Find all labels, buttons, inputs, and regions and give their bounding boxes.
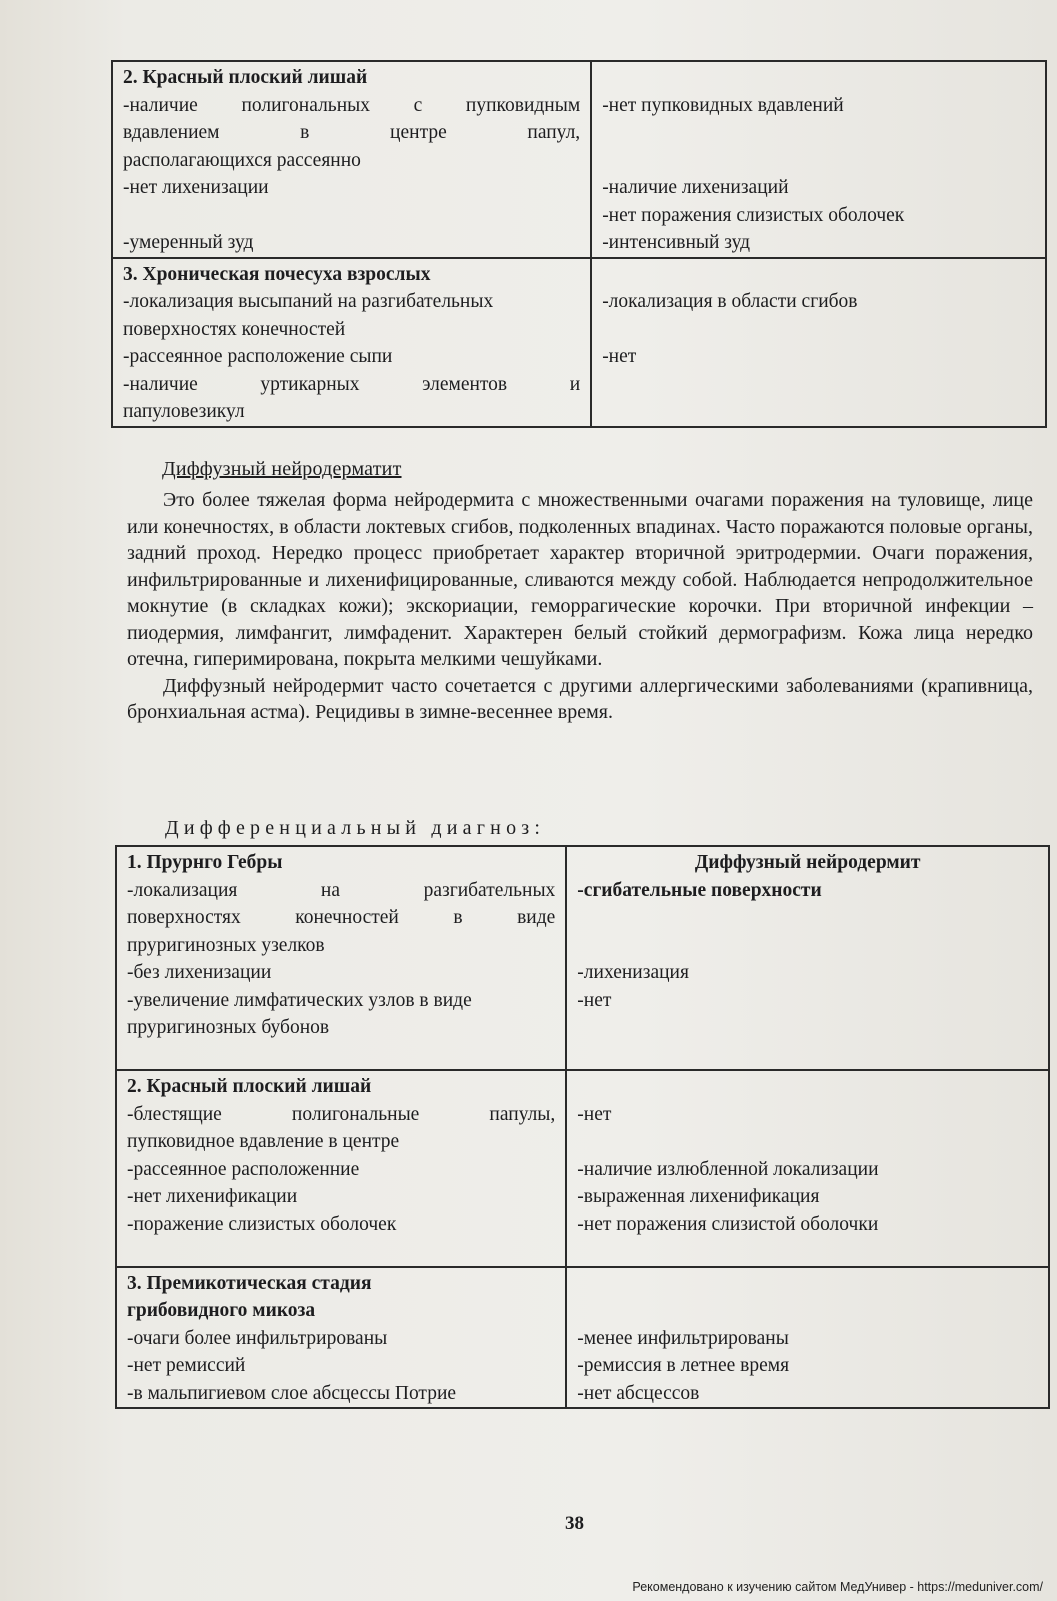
cell-line: -нет: [602, 346, 637, 367]
cell-line: -сгибательные поверхности: [577, 879, 822, 901]
cell-line: 1. Прурнго Гебры: [127, 852, 283, 873]
cell-line: -локализация высыпаний на разгибательных: [123, 291, 494, 312]
comparison-table-2: [115, 845, 1050, 1409]
cell-line: -нет лихенизации: [123, 177, 269, 198]
table-cell-left: [116, 1267, 566, 1409]
cell-line: -нет: [577, 989, 612, 1011]
cell-line: [577, 1073, 1038, 1101]
cell-line: [602, 119, 1035, 147]
cell-line: -рассеянное расположенние: [127, 1158, 360, 1180]
cell-line: -нет поражения слизистых оболочек: [602, 204, 905, 226]
cell-line: [577, 1270, 1038, 1298]
cell-line: [577, 1297, 1038, 1325]
cell-line: пупковидное вдавление в центре: [127, 1131, 400, 1152]
cell-line: [127, 1238, 555, 1266]
cell-line: -нет абсцессов: [577, 1382, 700, 1404]
cell-line: [602, 316, 1035, 344]
footer-recommendation: Рекомендовано к изучению сайтом МедУнивер - https://meduniver.com/: [632, 1580, 1043, 1594]
cell-line: -блестящие полигональные папулы,: [127, 1103, 556, 1125]
cell-line: -наличие лихенизаций: [602, 177, 789, 198]
cell-line: 2. Красный плоский лишай: [123, 67, 368, 88]
cell-line: -нет ремиссий: [127, 1355, 246, 1376]
cell-line: [602, 64, 1035, 92]
cell-line: [123, 202, 580, 230]
section-text: [127, 487, 1033, 726]
cell-line: -локализация на разгибательных: [127, 879, 556, 901]
cell-line: -лихенизация: [577, 962, 689, 983]
cell-line: вдавлением в центре папул,: [123, 122, 581, 143]
cell-line: -увеличение лимфатических узлов в виде: [127, 989, 472, 1011]
cell-line: -без лихенизации: [127, 962, 272, 983]
table-row: [116, 1070, 1049, 1267]
paragraph: Диффузный нейродермит часто сочетается с другими аллергическими заболеваниями (крапивница, бронхиальная астма). Рецидивы в зимне-весеннее время.: [127, 674, 1033, 723]
differential-diagnosis-title: Дифференциальный диагноз:: [165, 817, 546, 839]
table-cell-right: [566, 1267, 1049, 1409]
table-cell-right: [591, 61, 1046, 258]
cell-line: -нет лихенификации: [127, 1186, 298, 1207]
table-cell-left: [116, 1070, 566, 1267]
table-cell-left: [112, 61, 591, 258]
cell-line: -локализация в области сгибов: [602, 291, 858, 312]
cell-line: [577, 1042, 1038, 1070]
table-row: [112, 61, 1046, 258]
cell-line: 2. Красный плоский лишай: [127, 1076, 372, 1097]
comparison-table-1: [111, 60, 1047, 428]
column-header: Диффузный нейродермит: [694, 852, 921, 873]
cell-line: [602, 398, 1035, 426]
table-row: [116, 1267, 1049, 1409]
cell-line: поверхностях конечностей: [123, 318, 346, 340]
section-heading: Диффузный нейродерматит: [162, 458, 402, 480]
cell-line: -выраженная лихенификация: [577, 1186, 820, 1207]
cell-line: -менее инфильтрированы: [577, 1327, 789, 1349]
cell-line: [602, 261, 1035, 289]
table-cell-right: [566, 846, 1049, 1070]
table-cell-left: [112, 258, 591, 427]
cell-line: [577, 1238, 1038, 1266]
cell-line: -ремиссия в летнее время: [577, 1355, 790, 1376]
cell-line: 3. Хроническая почесуха взрослых: [123, 263, 431, 285]
cell-line: [602, 147, 1035, 175]
cell-line: -умеренный зуд: [123, 232, 254, 253]
cell-line: папуловезикул: [123, 401, 245, 422]
table-row: [116, 846, 1049, 1070]
table-cell-right: [566, 1070, 1049, 1267]
cell-line: пруригинозных бубонов: [127, 1017, 330, 1038]
cell-line: [577, 1014, 1038, 1042]
table-cell-right: [591, 258, 1046, 427]
cell-line: -наличие уртикарных элементов и: [123, 373, 581, 395]
cell-line: -нет: [577, 1103, 612, 1125]
cell-line: -в мальпигиевом слое абсцессы Потрие: [127, 1382, 457, 1404]
cell-line: 3. Премикотическая стадия: [127, 1272, 372, 1294]
paragraph: Это более тяжелая форма нейродермита с множественными очагами поражения на туловище, лице или конечностях, в области локтевых сгибов, подколенных впадинах. Часто поражаются половые органы, задний проход. Нередко процесс приобретает характер вторичной эритродермии. Очаги поражения, инфильтрированные и лихенифицированные, сливаются между собой. Наблюдается непродолжительное мокнутие (в складках кожи); экскориации, геморрагические корочки. При вторичной инфекции – пиодермия, лимфангит, лимфаденит. Характерен белый стойкий дермографизм. Кожа лица нередко отечна, гиперимирована, покрыта мелкими чешуйками.: [127, 489, 1033, 670]
cell-line: пруригинозных узелков: [127, 934, 325, 956]
cell-line: -нет поражения слизистой оболочки: [577, 1213, 879, 1235]
cell-line: грибовидного микоза: [127, 1300, 316, 1321]
cell-line: [577, 932, 1038, 960]
cell-line: [602, 371, 1035, 399]
table-cell-left: [116, 846, 566, 1070]
cell-line: [127, 1042, 555, 1070]
cell-line: -интенсивный зуд: [602, 232, 751, 253]
table-row: [112, 258, 1046, 427]
cell-line: -нет пупковидных вдавлений: [602, 94, 844, 116]
page-number: 38: [565, 1513, 584, 1534]
cell-line: [577, 904, 1038, 932]
cell-line: -рассеянное расположение сыпи: [123, 346, 393, 367]
cell-line: -поражение слизистых оболочек: [127, 1213, 397, 1235]
cell-line: поверхностях конечностей в виде: [127, 907, 556, 928]
cell-line: -наличие излюбленной локализации: [577, 1158, 879, 1180]
cell-line: -очаги более инфильтрированы: [127, 1327, 388, 1349]
cell-line: [577, 1128, 1038, 1156]
cell-line: располагающихся рассеянно: [123, 149, 361, 171]
cell-line: -наличие полигональных с пупковидным: [123, 94, 581, 116]
